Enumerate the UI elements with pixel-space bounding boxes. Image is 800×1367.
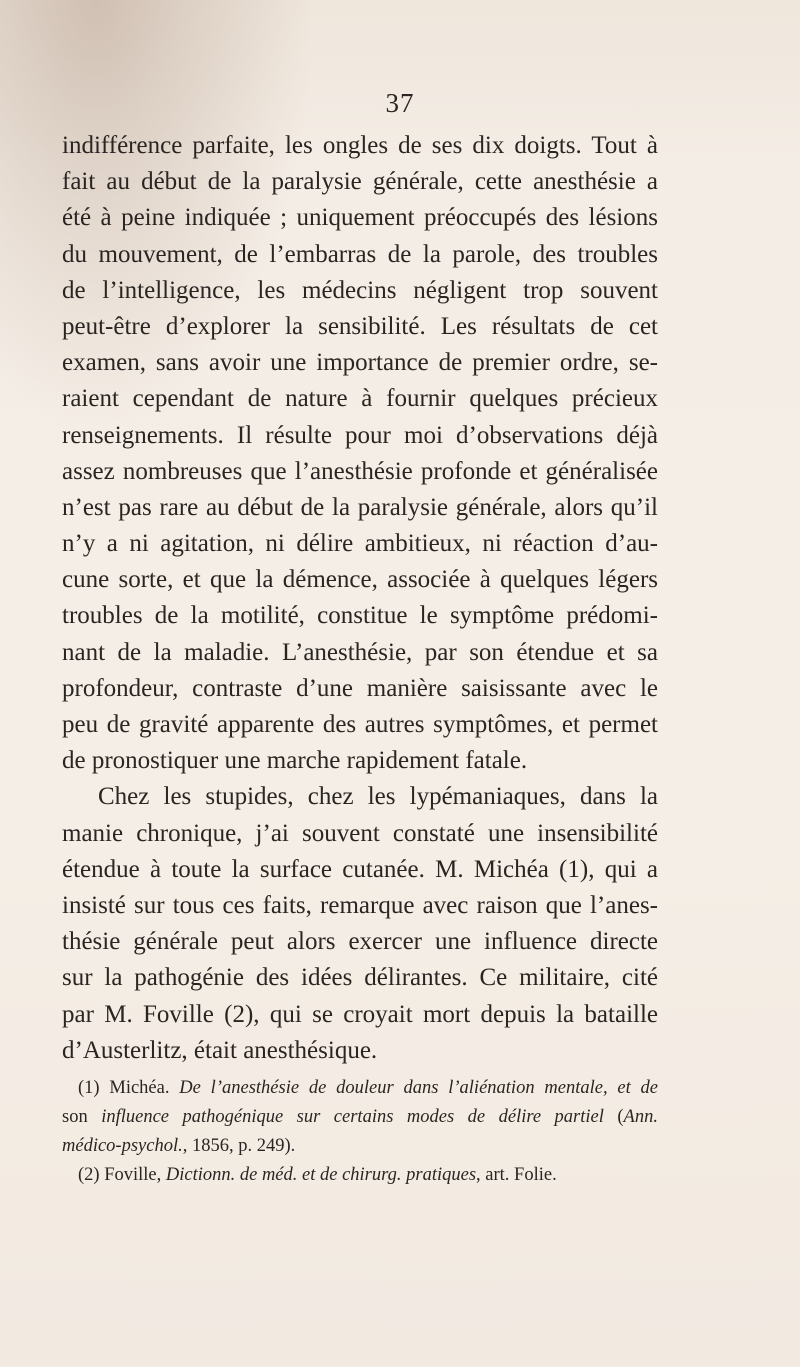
text-line: fait au début de la paralysie générale, cette anesthésie a bbox=[62, 168, 658, 196]
text-line: n’est pas rare au début de la paralysie générale, alors qu’il bbox=[62, 493, 658, 521]
footnote-1-journal: Ann. bbox=[623, 1107, 658, 1127]
text-line: cune sorte, et que la démence, associée à quelques légers bbox=[62, 566, 658, 594]
text-line: sur la pathogénie des idées délirantes. Ce militaire, cité bbox=[62, 964, 658, 992]
footnote-2 bbox=[62, 1161, 658, 1190]
footnote-1-line-1 bbox=[62, 1074, 658, 1103]
footnote-2-citation: , art. Folie. bbox=[476, 1165, 557, 1185]
paragraph-start-line: Chez les stupides, chez les lypémaniaques, dans la bbox=[98, 783, 658, 811]
text-line: renseignements. Il résulte pour moi d’observations déjà bbox=[62, 421, 658, 449]
text-line: profondeur, contraste d’une manière saisissante avec le bbox=[62, 674, 658, 702]
footnote-2-author: (2) Foville, bbox=[78, 1165, 166, 1185]
page-number: 37 bbox=[385, 88, 415, 118]
text-line: manie chronique, j’ai souvent constaté une insensibilité bbox=[62, 819, 658, 847]
footnote-1-journal-cont: médico-psychol. bbox=[62, 1136, 183, 1156]
text-line: troubles de la motilité, constitue le symptôme prédomi- bbox=[62, 602, 658, 630]
text-line: par M. Foville (2), qui se croyait mort depuis la bataille bbox=[62, 1000, 658, 1028]
footnote-1-title: De l’anesthésie de douleur dans l’aliénation mentale, et de bbox=[179, 1078, 658, 1098]
footnote-1-paren: ( bbox=[603, 1107, 624, 1127]
text-line: étendue à toute la surface cutanée. M. Michéa (1), qui a bbox=[62, 855, 658, 883]
text-line: indifférence parfaite, les ongles de ses dix doigts. Tout à bbox=[62, 132, 658, 159]
paragraph-end-line: d’Austerlitz, était anesthésique. bbox=[62, 1036, 378, 1064]
text-line: n’y a ni agitation, ni délire ambitieux, ni réaction d’au- bbox=[62, 530, 658, 558]
footnote-1-line-2 bbox=[62, 1103, 658, 1132]
text-line: du mouvement, de l’embarras de la parole, des troubles bbox=[62, 240, 658, 268]
body-text bbox=[62, 128, 658, 1069]
text-line: examen, sans avoir une importance de premier ordre, se- bbox=[62, 349, 658, 377]
text-line: nant de la maladie. L’anesthésie, par son étendue et sa bbox=[62, 638, 658, 666]
footnotes bbox=[62, 1074, 658, 1190]
text-line: été à peine indiquée ; uniquement préoccupés des lésions bbox=[62, 204, 658, 232]
text-line: de l’intelligence, les médecins négligent trop souvent bbox=[62, 276, 658, 304]
text-line: assez nombreuses que l’anesthésie profonde et généralisée bbox=[62, 457, 658, 485]
text-line: insisté sur tous ces faits, remarque avec raison que l’anes- bbox=[62, 891, 658, 919]
text-line: peut-être d’explorer la sensibilité. Les résultats de cet bbox=[62, 312, 658, 340]
footnote-1-text: son bbox=[62, 1107, 102, 1127]
footnote-1-line-3 bbox=[62, 1132, 658, 1161]
footnote-1-citation: , 1856, p. 249). bbox=[182, 1136, 296, 1156]
text-line: raient cependant de nature à fournir quelques précieux bbox=[62, 385, 658, 413]
text-line: peu de gravité apparente des autres symptômes, et permet bbox=[62, 711, 658, 738]
text-line: thésie générale peut alors exercer une influence directe bbox=[62, 928, 658, 956]
footnote-1-title-cont: influence pathogénique sur certains modes de délire partiel bbox=[101, 1107, 604, 1127]
footnote-2-title: Dictionn. de méd. et de chirurg. pratiques bbox=[165, 1165, 477, 1185]
paragraph-end-line: de pronostiquer une marche rapidement fatale. bbox=[62, 747, 528, 775]
footnote-1-author: (1) Michéa. bbox=[78, 1078, 180, 1098]
